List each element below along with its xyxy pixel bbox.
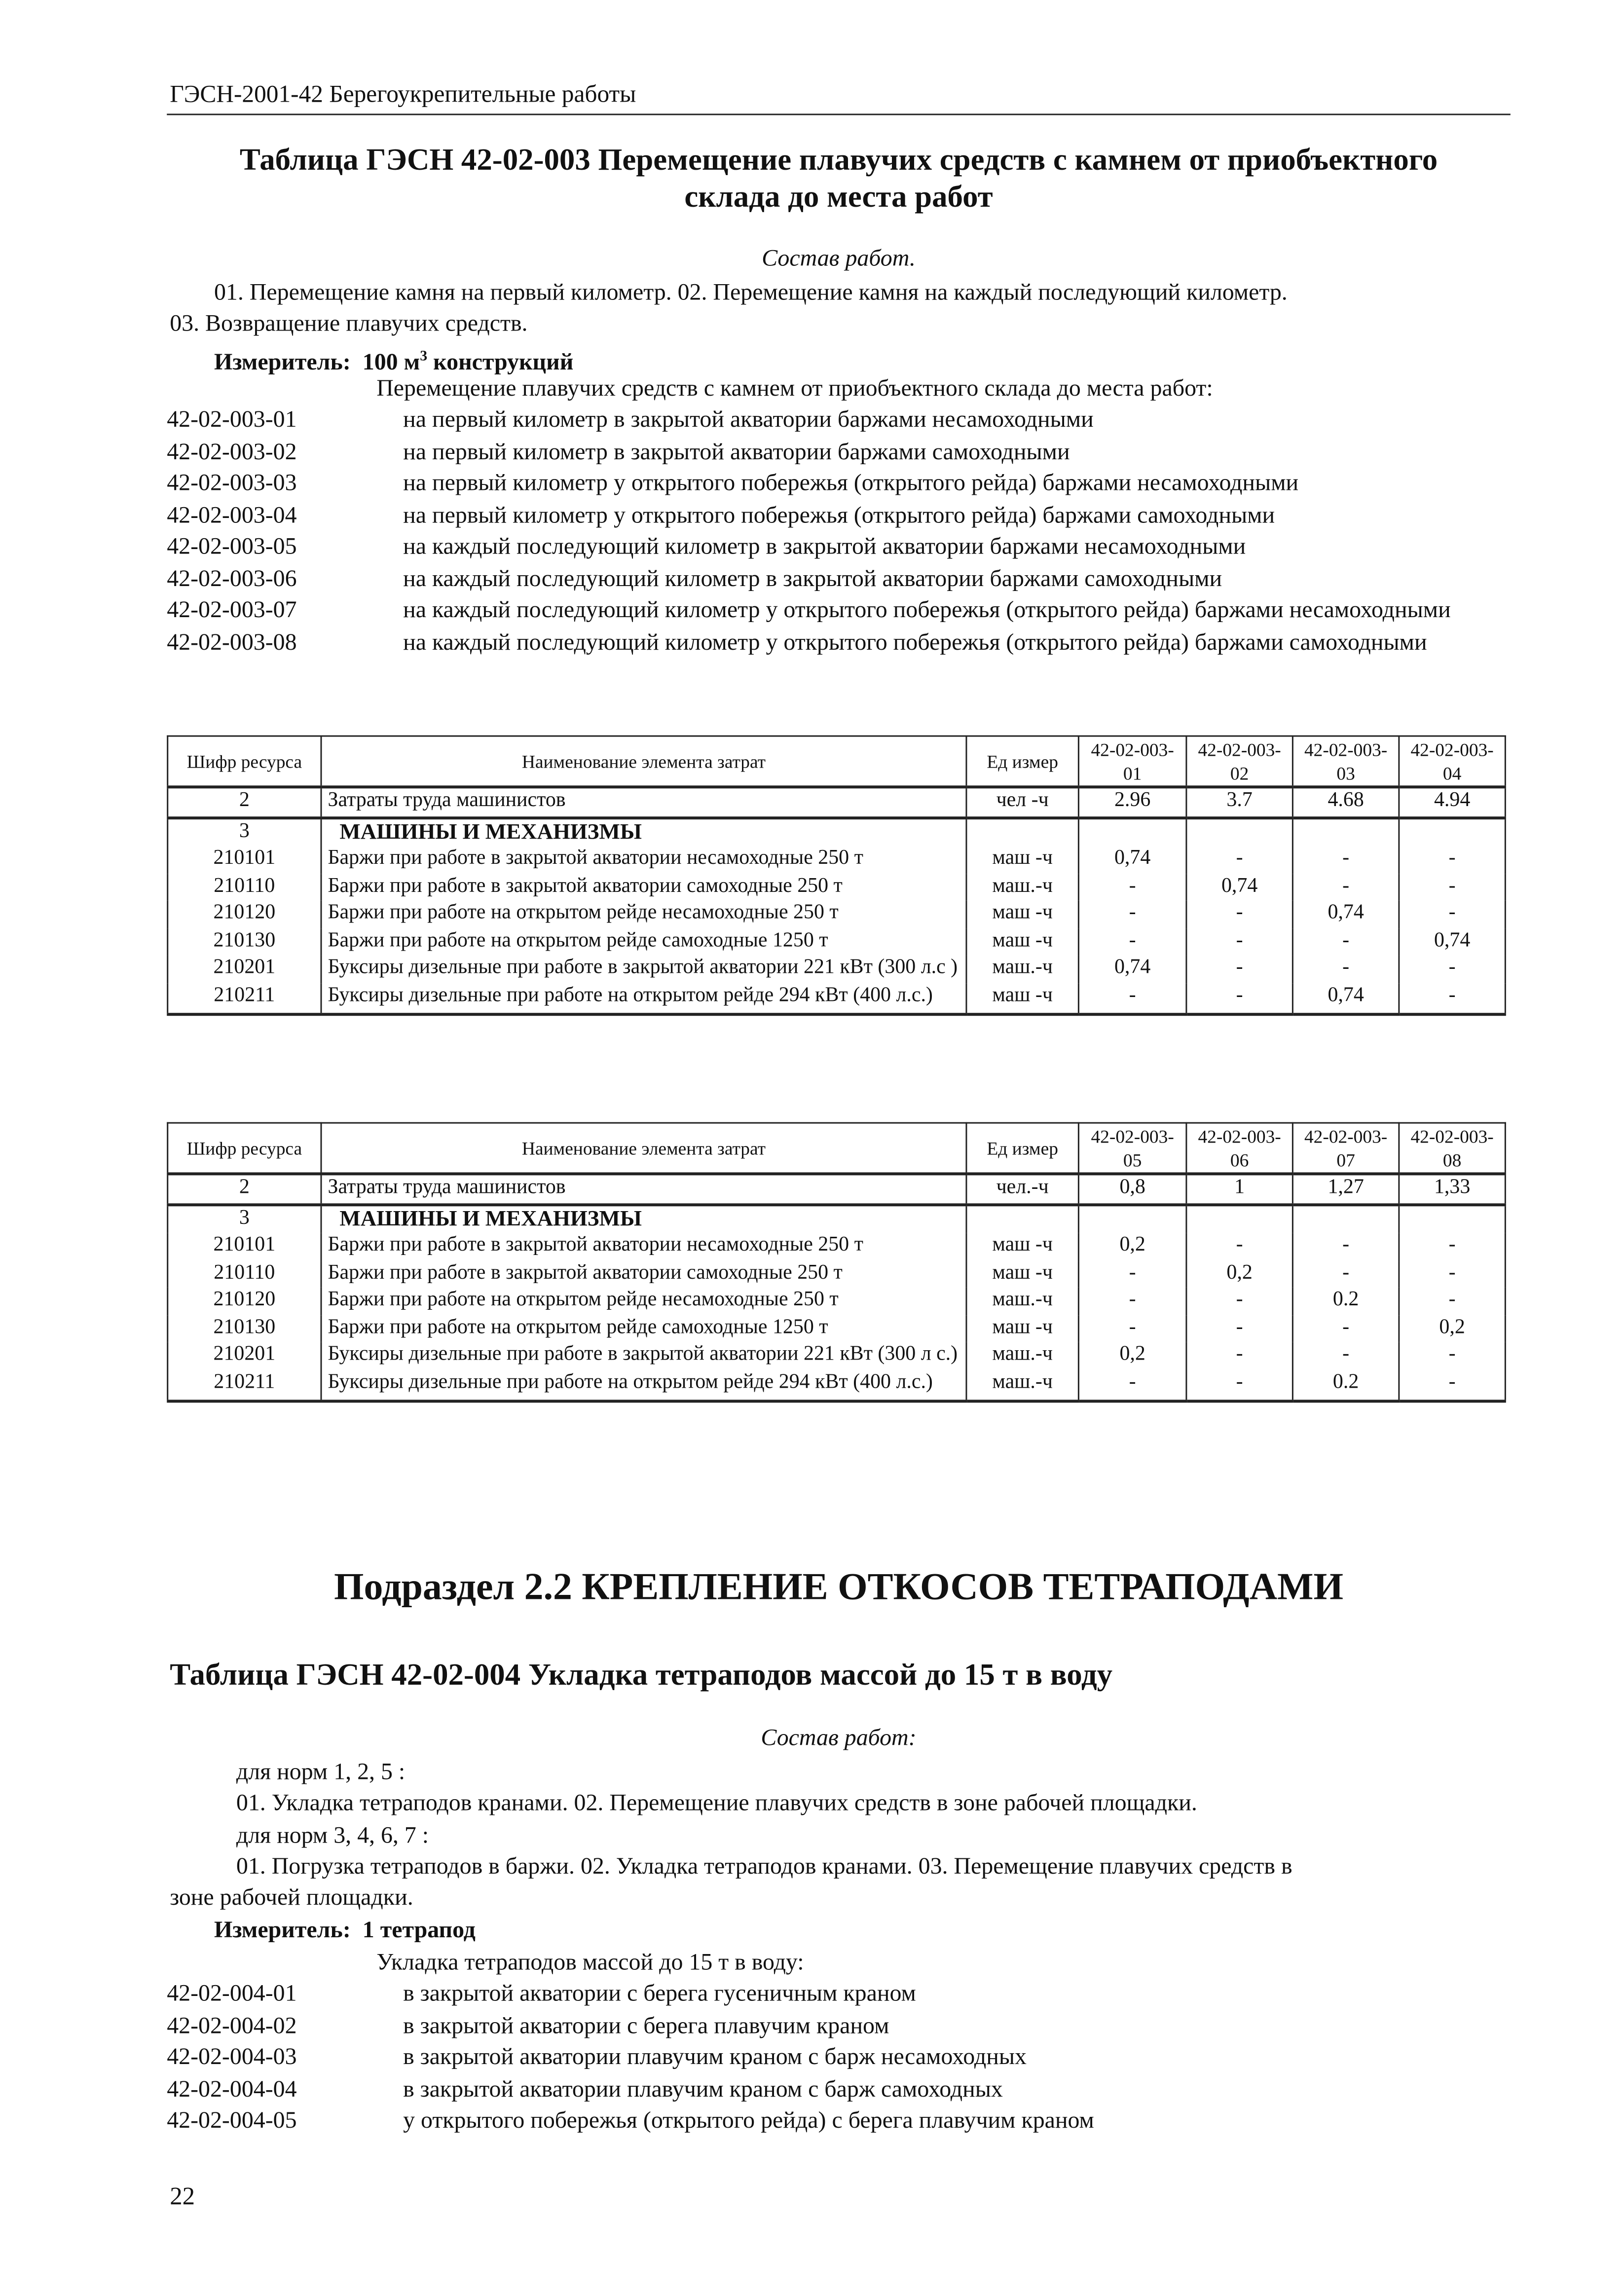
table-row — [168, 1204, 1506, 1233]
header-unit: Ед измер — [966, 1123, 1078, 1174]
cell-name: МАШИНЫ И МЕХАНИЗМЫ — [321, 1204, 966, 1233]
cell-value: - — [1078, 1315, 1186, 1342]
cell-value: - — [1292, 955, 1399, 982]
header-name: Наименование элемента затрат — [321, 1123, 966, 1174]
header-unit: Ед измер — [966, 736, 1078, 787]
cell-unit: маш -ч — [966, 1315, 1078, 1342]
resource-table — [167, 736, 1506, 1016]
meter-suffix: конструкций — [427, 350, 574, 376]
norm-description: на каждый последующий километр в закрытой акватории баржами самоходными — [403, 566, 1222, 591]
cell-value — [1078, 817, 1186, 846]
cell-value: 0.2 — [1292, 1288, 1399, 1315]
cell-value: - — [1399, 901, 1505, 928]
norm-code: 42-02-004-04 — [167, 2076, 297, 2102]
work-line: 03. Возвращение плавучих средств. — [170, 311, 528, 337]
cell-value: 0,74 — [1186, 873, 1292, 900]
cell-value: - — [1399, 1288, 1505, 1315]
cell-value: - — [1078, 901, 1186, 928]
cell-value: - — [1399, 955, 1505, 982]
table-row — [168, 1288, 1506, 1315]
cell-code: 3 — [168, 817, 321, 846]
norm-code: 42-02-004-03 — [167, 2045, 297, 2070]
table-row — [168, 1233, 1506, 1260]
title-line: Таблица ГЭСН 42-02-003 Перемещение плавучих средств с камнем от приобъектного — [239, 142, 1438, 178]
norm-item — [167, 595, 1511, 627]
cell-name: Затраты труда машинистов — [321, 787, 966, 817]
cell-unit — [966, 1204, 1078, 1233]
cell-value: 0,2 — [1078, 1233, 1186, 1260]
work-heading: Состав работ: — [761, 1726, 917, 1751]
cell-value: 4.94 — [1399, 787, 1505, 817]
norm-description: на первый километр у открытого побережья (открытого рейда) баржами самоходными — [403, 503, 1275, 528]
cell-value: 0,2 — [1186, 1260, 1292, 1288]
meter-value: 1 тетрапод — [362, 1918, 476, 1943]
table-row — [168, 983, 1506, 1014]
norm-description: на каждый последующий километр у открытого побережья (открытого рейда) баржами несамоходными — [403, 598, 1451, 624]
title-line: склада до места работ — [684, 179, 993, 214]
cell-value: - — [1186, 983, 1292, 1014]
header-norm-code: 42-02-003-01 — [1078, 736, 1186, 787]
norm-description: в закрытой акватории плавучим краном с барж несамоходных — [403, 2045, 1027, 2070]
cell-code: 2 — [168, 1174, 321, 1204]
cell-value: - — [1292, 873, 1399, 900]
cell-name: Баржи при работе в закрытой акватории несамоходные 250 т — [321, 1233, 966, 1260]
cell-unit: чел -ч — [966, 787, 1078, 817]
cell-unit: маш -ч — [966, 983, 1078, 1014]
cell-value: - — [1399, 1369, 1505, 1401]
norm-item — [167, 2010, 1511, 2042]
table-header-row — [168, 736, 1506, 787]
norm-item — [167, 2074, 1511, 2105]
cell-name: Баржи при работе на открытом рейде самоходные 1250 т — [321, 928, 966, 955]
norm-description: на каждый последующий километр у открытого побережья (открытого рейда) баржами самоходными — [403, 629, 1427, 655]
norm-code: 42-02-003-08 — [167, 629, 297, 655]
cell-value: - — [1078, 873, 1186, 900]
cell-name: Баржи при работе в закрытой акватории несамоходные 250 т — [321, 846, 966, 873]
cell-value: - — [1186, 1233, 1292, 1260]
table-row — [168, 1260, 1506, 1288]
norm-code: 42-02-003-01 — [167, 407, 297, 433]
cell-value: 3.7 — [1186, 787, 1292, 817]
cell-value — [1399, 817, 1505, 846]
work-heading: Состав работ. — [762, 246, 916, 272]
cell-value: 0,8 — [1078, 1174, 1186, 1204]
table-row — [168, 817, 1506, 846]
cell-unit: маш -ч — [966, 846, 1078, 873]
table-row — [168, 1369, 1506, 1401]
cell-value: - — [1186, 928, 1292, 955]
header-norm-code: 42-02-003-02 — [1186, 736, 1292, 787]
norm-code: 42-02-003-06 — [167, 566, 297, 591]
work-line: 01. Погрузка тетраподов в баржи. 02. Укладка тетраподов кранами. 03. Перемещение плавучих средств в — [236, 1854, 1292, 1880]
cell-unit: маш -ч — [966, 1233, 1078, 1260]
header-norm-code: 42-02-003-04 — [1399, 736, 1505, 787]
cell-name: Баржи при работе на открытом рейде несамоходные 250 т — [321, 1288, 966, 1315]
cell-value: - — [1292, 928, 1399, 955]
cell-value: - — [1292, 1233, 1399, 1260]
cell-value: - — [1186, 1315, 1292, 1342]
norm-item — [167, 2105, 1511, 2137]
cell-value: - — [1186, 1369, 1292, 1401]
norm-description: в закрытой акватории с берега гусеничным краном — [403, 1981, 916, 2007]
meter — [214, 1915, 476, 1947]
meter-label: Измеритель: — [214, 350, 351, 376]
cell-unit — [966, 817, 1078, 846]
norms-label: для норм 3, 4, 6, 7 : — [236, 1823, 429, 1849]
cell-value — [1292, 1204, 1399, 1233]
cell-unit: чел.-ч — [966, 1174, 1078, 1204]
cell-value: - — [1186, 846, 1292, 873]
cell-code: 210211 — [168, 1369, 321, 1401]
meter-label: Измеритель: — [214, 1918, 351, 1943]
cell-value: - — [1078, 1369, 1186, 1401]
table-row — [168, 787, 1506, 817]
cell-value: 0.2 — [1292, 1369, 1399, 1401]
cell-name: Баржи при работе в закрытой акватории самоходные 250 т — [321, 873, 966, 900]
cell-value: - — [1292, 1342, 1399, 1369]
list-heading: Перемещение плавучих средств с камнем от приобъектного склада до места работ: — [376, 376, 1213, 402]
table-title — [167, 142, 1511, 216]
cell-name: Затраты труда машинистов — [321, 1174, 966, 1204]
norm-description: у открытого побережья (открытого рейда) с берега плавучим краном — [403, 2108, 1094, 2134]
cell-value: 0,74 — [1292, 901, 1399, 928]
meter-value: 100 м — [362, 350, 420, 376]
norm-description: на первый километр в закрытой акватории баржами самоходными — [403, 439, 1070, 465]
norm-description: в закрытой акватории с берега плавучим краном — [403, 2013, 889, 2038]
norm-item — [167, 627, 1511, 659]
work-line: зоне рабочей площадки. — [170, 1885, 413, 1911]
norm-item — [167, 468, 1511, 500]
header-norm-code: 42-02-003-05 — [1078, 1123, 1186, 1174]
cell-unit: маш.-ч — [966, 955, 1078, 982]
norm-item — [167, 405, 1511, 436]
cell-code: 210110 — [168, 873, 321, 900]
cell-value: 0,74 — [1292, 983, 1399, 1014]
norms-label: для норм 1, 2, 5 : — [236, 1760, 406, 1785]
table-row — [168, 928, 1506, 955]
norm-list — [167, 1979, 1511, 2138]
cell-value: 1 — [1186, 1174, 1292, 1204]
norm-list — [167, 405, 1511, 659]
norm-code: 42-02-004-02 — [167, 2013, 297, 2038]
page-number: 22 — [170, 2182, 195, 2211]
cell-value: - — [1292, 1315, 1399, 1342]
norm-code: 42-02-003-07 — [167, 598, 297, 624]
norm-description: на первый километр в закрытой акватории баржами несамоходными — [403, 407, 1094, 433]
cell-value — [1399, 1204, 1505, 1233]
cell-value: 1,33 — [1399, 1174, 1505, 1204]
cell-code: 210120 — [168, 901, 321, 928]
cell-name: Баржи при работе на открытом рейде несамоходные 250 т — [321, 901, 966, 928]
meter-sup: 3 — [420, 348, 428, 365]
cell-code: 210201 — [168, 1342, 321, 1369]
header-norm-code: 42-02-003-07 — [1292, 1123, 1399, 1174]
header-rule — [167, 113, 1511, 115]
work-line: 01. Укладка тетраподов кранами. 02. Перемещение плавучих средств в зоне рабочей площадки. — [236, 1791, 1197, 1816]
list-heading: Укладка тетраподов массой до 15 т в воду: — [376, 1950, 804, 1976]
cell-value: 0,74 — [1399, 928, 1505, 955]
cell-code: 210101 — [168, 1233, 321, 1260]
cell-name: Буксиры дизельные при работе на открытом рейде 294 кВт (400 л.с.) — [321, 983, 966, 1014]
table-row — [168, 873, 1506, 900]
table-row — [168, 955, 1506, 982]
cell-value: - — [1078, 1260, 1186, 1288]
header-code: Шифр ресурса — [168, 1123, 321, 1174]
norm-code: 42-02-004-05 — [167, 2108, 297, 2134]
norm-description: на каждый последующий километр в закрытой акватории баржами несамоходными — [403, 534, 1246, 560]
norm-code: 42-02-003-02 — [167, 439, 297, 465]
cell-unit: маш.-ч — [966, 873, 1078, 900]
cell-value: - — [1186, 955, 1292, 982]
cell-value: - — [1399, 873, 1505, 900]
cell-name: Баржи при работе на открытом рейде самоходные 1250 т — [321, 1315, 966, 1342]
norm-description: на первый километр у открытого побережья (открытого рейда) баржами несамоходными — [403, 471, 1299, 496]
header-name: Наименование элемента затрат — [321, 736, 966, 787]
cell-unit: маш.-ч — [966, 1342, 1078, 1369]
table-row — [168, 1342, 1506, 1369]
cell-value: - — [1186, 1342, 1292, 1369]
cell-code: 210101 — [168, 846, 321, 873]
norm-item — [167, 1979, 1511, 2010]
cell-value: 0,74 — [1078, 955, 1186, 982]
cell-value — [1186, 1204, 1292, 1233]
cell-value — [1292, 817, 1399, 846]
norm-item — [167, 2042, 1511, 2073]
cell-value — [1078, 1204, 1186, 1233]
cell-value — [1186, 817, 1292, 846]
cell-code: 210211 — [168, 983, 321, 1014]
cell-value: 0,74 — [1078, 846, 1186, 873]
table-row — [168, 846, 1506, 873]
cell-unit: маш.-ч — [966, 1369, 1078, 1401]
cell-unit: маш -ч — [966, 928, 1078, 955]
cell-name: Буксиры дизельные при работе в закрытой акватории 221 кВт (300 л.с ) — [321, 955, 966, 982]
cell-value: 1,27 — [1292, 1174, 1399, 1204]
cell-value: - — [1186, 901, 1292, 928]
running-header: ГЭСН-2001-42 Берегоукрепительные работы — [170, 79, 636, 108]
cell-code: 3 — [168, 1204, 321, 1233]
cell-value: - — [1078, 1288, 1186, 1315]
cell-value: - — [1186, 1288, 1292, 1315]
norm-code: 42-02-004-01 — [167, 1981, 297, 2007]
cell-code: 210201 — [168, 955, 321, 982]
table-row — [168, 901, 1506, 928]
cell-value: 0,2 — [1399, 1315, 1505, 1342]
cell-value: 0,2 — [1078, 1342, 1186, 1369]
cell-value: - — [1078, 983, 1186, 1014]
cell-name: МАШИНЫ И МЕХАНИЗМЫ — [321, 817, 966, 846]
header-norm-code: 42-02-003-08 — [1399, 1123, 1505, 1174]
cell-value: - — [1399, 846, 1505, 873]
cell-unit: маш -ч — [966, 1260, 1078, 1288]
cell-name: Буксиры дизельные при работе на открытом рейде 294 кВт (400 л.с.) — [321, 1369, 966, 1401]
norm-item — [167, 531, 1511, 563]
resource-table — [167, 1122, 1506, 1403]
cell-unit: маш -ч — [966, 901, 1078, 928]
cell-value: - — [1292, 1260, 1399, 1288]
cell-value: 4.68 — [1292, 787, 1399, 817]
cell-value: - — [1399, 1260, 1505, 1288]
cell-value: 2.96 — [1078, 787, 1186, 817]
header-norm-code: 42-02-003-03 — [1292, 736, 1399, 787]
table-row — [168, 1315, 1506, 1342]
header-code: Шифр ресурса — [168, 736, 321, 787]
cell-code: 210120 — [168, 1288, 321, 1315]
subsection-title: Подраздел 2.2 КРЕПЛЕНИЕ ОТКОСОВ ТЕТРАПОДАМИ — [334, 1565, 1344, 1608]
table-header-row — [168, 1123, 1506, 1174]
cell-code: 210130 — [168, 928, 321, 955]
cell-value: - — [1399, 1233, 1505, 1260]
norm-item — [167, 563, 1511, 595]
cell-name: Буксиры дизельные при работе в закрытой акватории 221 кВт (300 л с.) — [321, 1342, 966, 1369]
table-row — [168, 1174, 1506, 1204]
cell-code: 210110 — [168, 1260, 321, 1288]
cell-code: 2 — [168, 787, 321, 817]
norm-code: 42-02-003-03 — [167, 471, 297, 496]
table-title: Таблица ГЭСН 42-02-004 Укладка тетраподов массой до 15 т в воду — [170, 1657, 1113, 1692]
norm-item — [167, 500, 1511, 531]
cell-value: - — [1078, 928, 1186, 955]
cell-value: - — [1292, 846, 1399, 873]
cell-value: - — [1399, 983, 1505, 1014]
cell-unit: маш.-ч — [966, 1288, 1078, 1315]
norm-description: в закрытой акватории плавучим краном с барж самоходных — [403, 2076, 1003, 2102]
cell-code: 210130 — [168, 1315, 321, 1342]
norm-code: 42-02-003-04 — [167, 503, 297, 528]
header-norm-code: 42-02-003-06 — [1186, 1123, 1292, 1174]
norm-item — [167, 436, 1511, 468]
work-line: 01. Перемещение камня на первый километр. 02. Перемещение камня на каждый последующий километр. — [214, 280, 1288, 306]
norm-code: 42-02-003-05 — [167, 534, 297, 560]
cell-name: Баржи при работе в закрытой акватории самоходные 250 т — [321, 1260, 966, 1288]
cell-value: - — [1399, 1342, 1505, 1369]
